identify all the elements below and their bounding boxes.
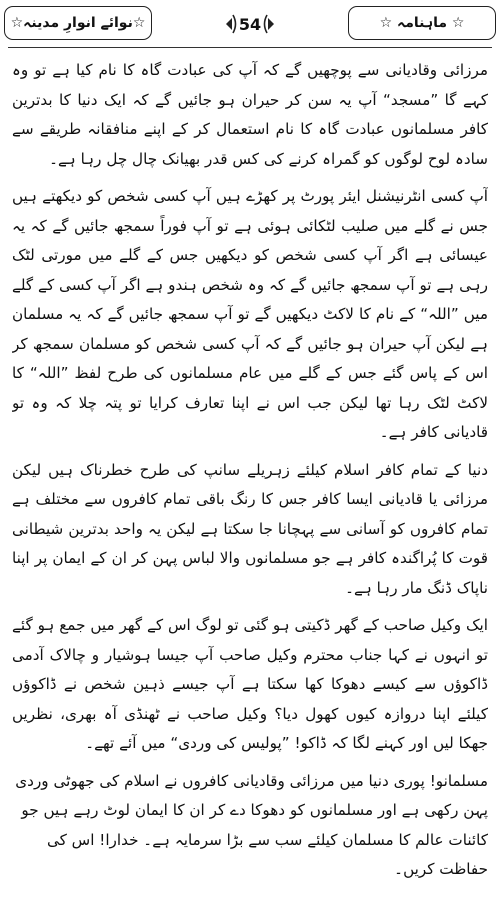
paragraph-3: دنیا کے تمام کافر اسلام کیلئے زہریلے سانپ کی طرح خطرناک ہیں لیکن مرزائی یا قادیانی ایسا کافر جس کا رنگ باقی تمام کافروں سے مختلف ہے تمام کافروں کو آسانی سے پہچانا جا سکتا ہے لیکن یہ واحد بدترین شیطانی قوت کا پُراگندہ کافر ہے جو مسلمانوں والا لباس پہن کر ان کے ایمان پر اپنا ناپاک ڈنگ مار رہا ہے۔ [12, 460, 488, 597]
paragraph-4: ایک وکیل صاحب کے گھر ڈکیتی ہو گئی تو لوگ اس کے گھر میں جمع ہو گئے تو انہوں نے کہا جناب محترم وکیل صاحب آپ جیسا ہوشیار و چالاک آدمی ڈاکوؤں سے کیسے دھوکا کھا سکتا ہے آپ جیسے ذہین شخص نے ڈاکوؤں کیلئے اپنا دروازہ کیوں کھول دیا؟ وکیل صاحب نے ٹھنڈی آہ بھری، نظریں جھکا لیں اور کہنے لگا کہ ڈاکو! ”پولیس کی وردی“ میں آئے تھے۔ [12, 616, 488, 752]
page-number: 54 [238, 14, 262, 34]
magazine-name: ☆ ماہنامہ ☆ [379, 15, 465, 31]
paragraph-2: آپ کسی انٹرنیشنل ایئر پورٹ پر کھڑے ہیں آپ کسی شخص کو دیکھتے ہیں جس نے گلے میں صلیب لٹکائی ہوئی ہے تو آپ فوراً سمجھ جائیں گے کہ یہ عیسائی ہے اگر آپ کسی شخص کو دیکھیں جس کے گلے میں مورتی لٹک رہی ہے تو آپ سمجھ جائیں گے کہ وہ شخص ہندو ہے اگر آپ کسی کے گلے میں ”اللہ“ کے نام کا لاکٹ دیکھیں گے تو آپ سمجھ جائیں گے کہ یہ مسلمان ہے لیکن آپ حیران ہو جائیں گے کہ آپ کسی شخص کو مسلمان سمجھ کر اس کے پاس گئے جس کے گلے میں عام مسلمانوں کی طرح لفظ ”اللہ“ کا لاکٹ لٹک رہا تھا لیکن جب اس نے اپنا تعارف کرایا تو پتہ چلا کہ وہ تو قادیانی کافر ہے۔ [12, 187, 488, 441]
paragraph-1: مرزائی وقادیانی سے پوچھیں گے کہ آپ کی عبادت گاہ کا نام کیا ہے تو وہ کہے گا ”مسجد“ آپ یہ سن کر حیران ہو جائیں گے کہ ایک دنیا کا بدترین کافر مسلمانوں عبادت گاہ کا نام استعمال کر کے اپنے منافقانہ طریقے سے سادہ لوح لوگوں کو گمراہ کرنے کی کس قدر بھیانک چال چل رہا ہے۔ [12, 61, 488, 168]
page-header [4, 6, 496, 42]
article-body [12, 56, 488, 902]
magazine-title: ☆نوائے انوارِ مدینہ☆ [10, 15, 146, 31]
paragraph-5: مسلمانو! پوری دنیا میں مرزائی وقادیانی کافروں نے اسلام کی جھوٹی وردی پہن رکھی ہے اور مسلمانوں کو دھوکا دے کر ان کا ایمان لوٹ رہے ہیں جو کائنات عالم کا مسلمان کیلئے سب سے بڑا سرمایہ ہے۔ خدارا! اس کی حفاظت کریں۔ [15, 771, 488, 878]
header-divider [8, 47, 492, 48]
page-number-badge [224, 12, 276, 36]
magazine-title-box [4, 6, 152, 40]
magazine-name-box [348, 6, 496, 40]
